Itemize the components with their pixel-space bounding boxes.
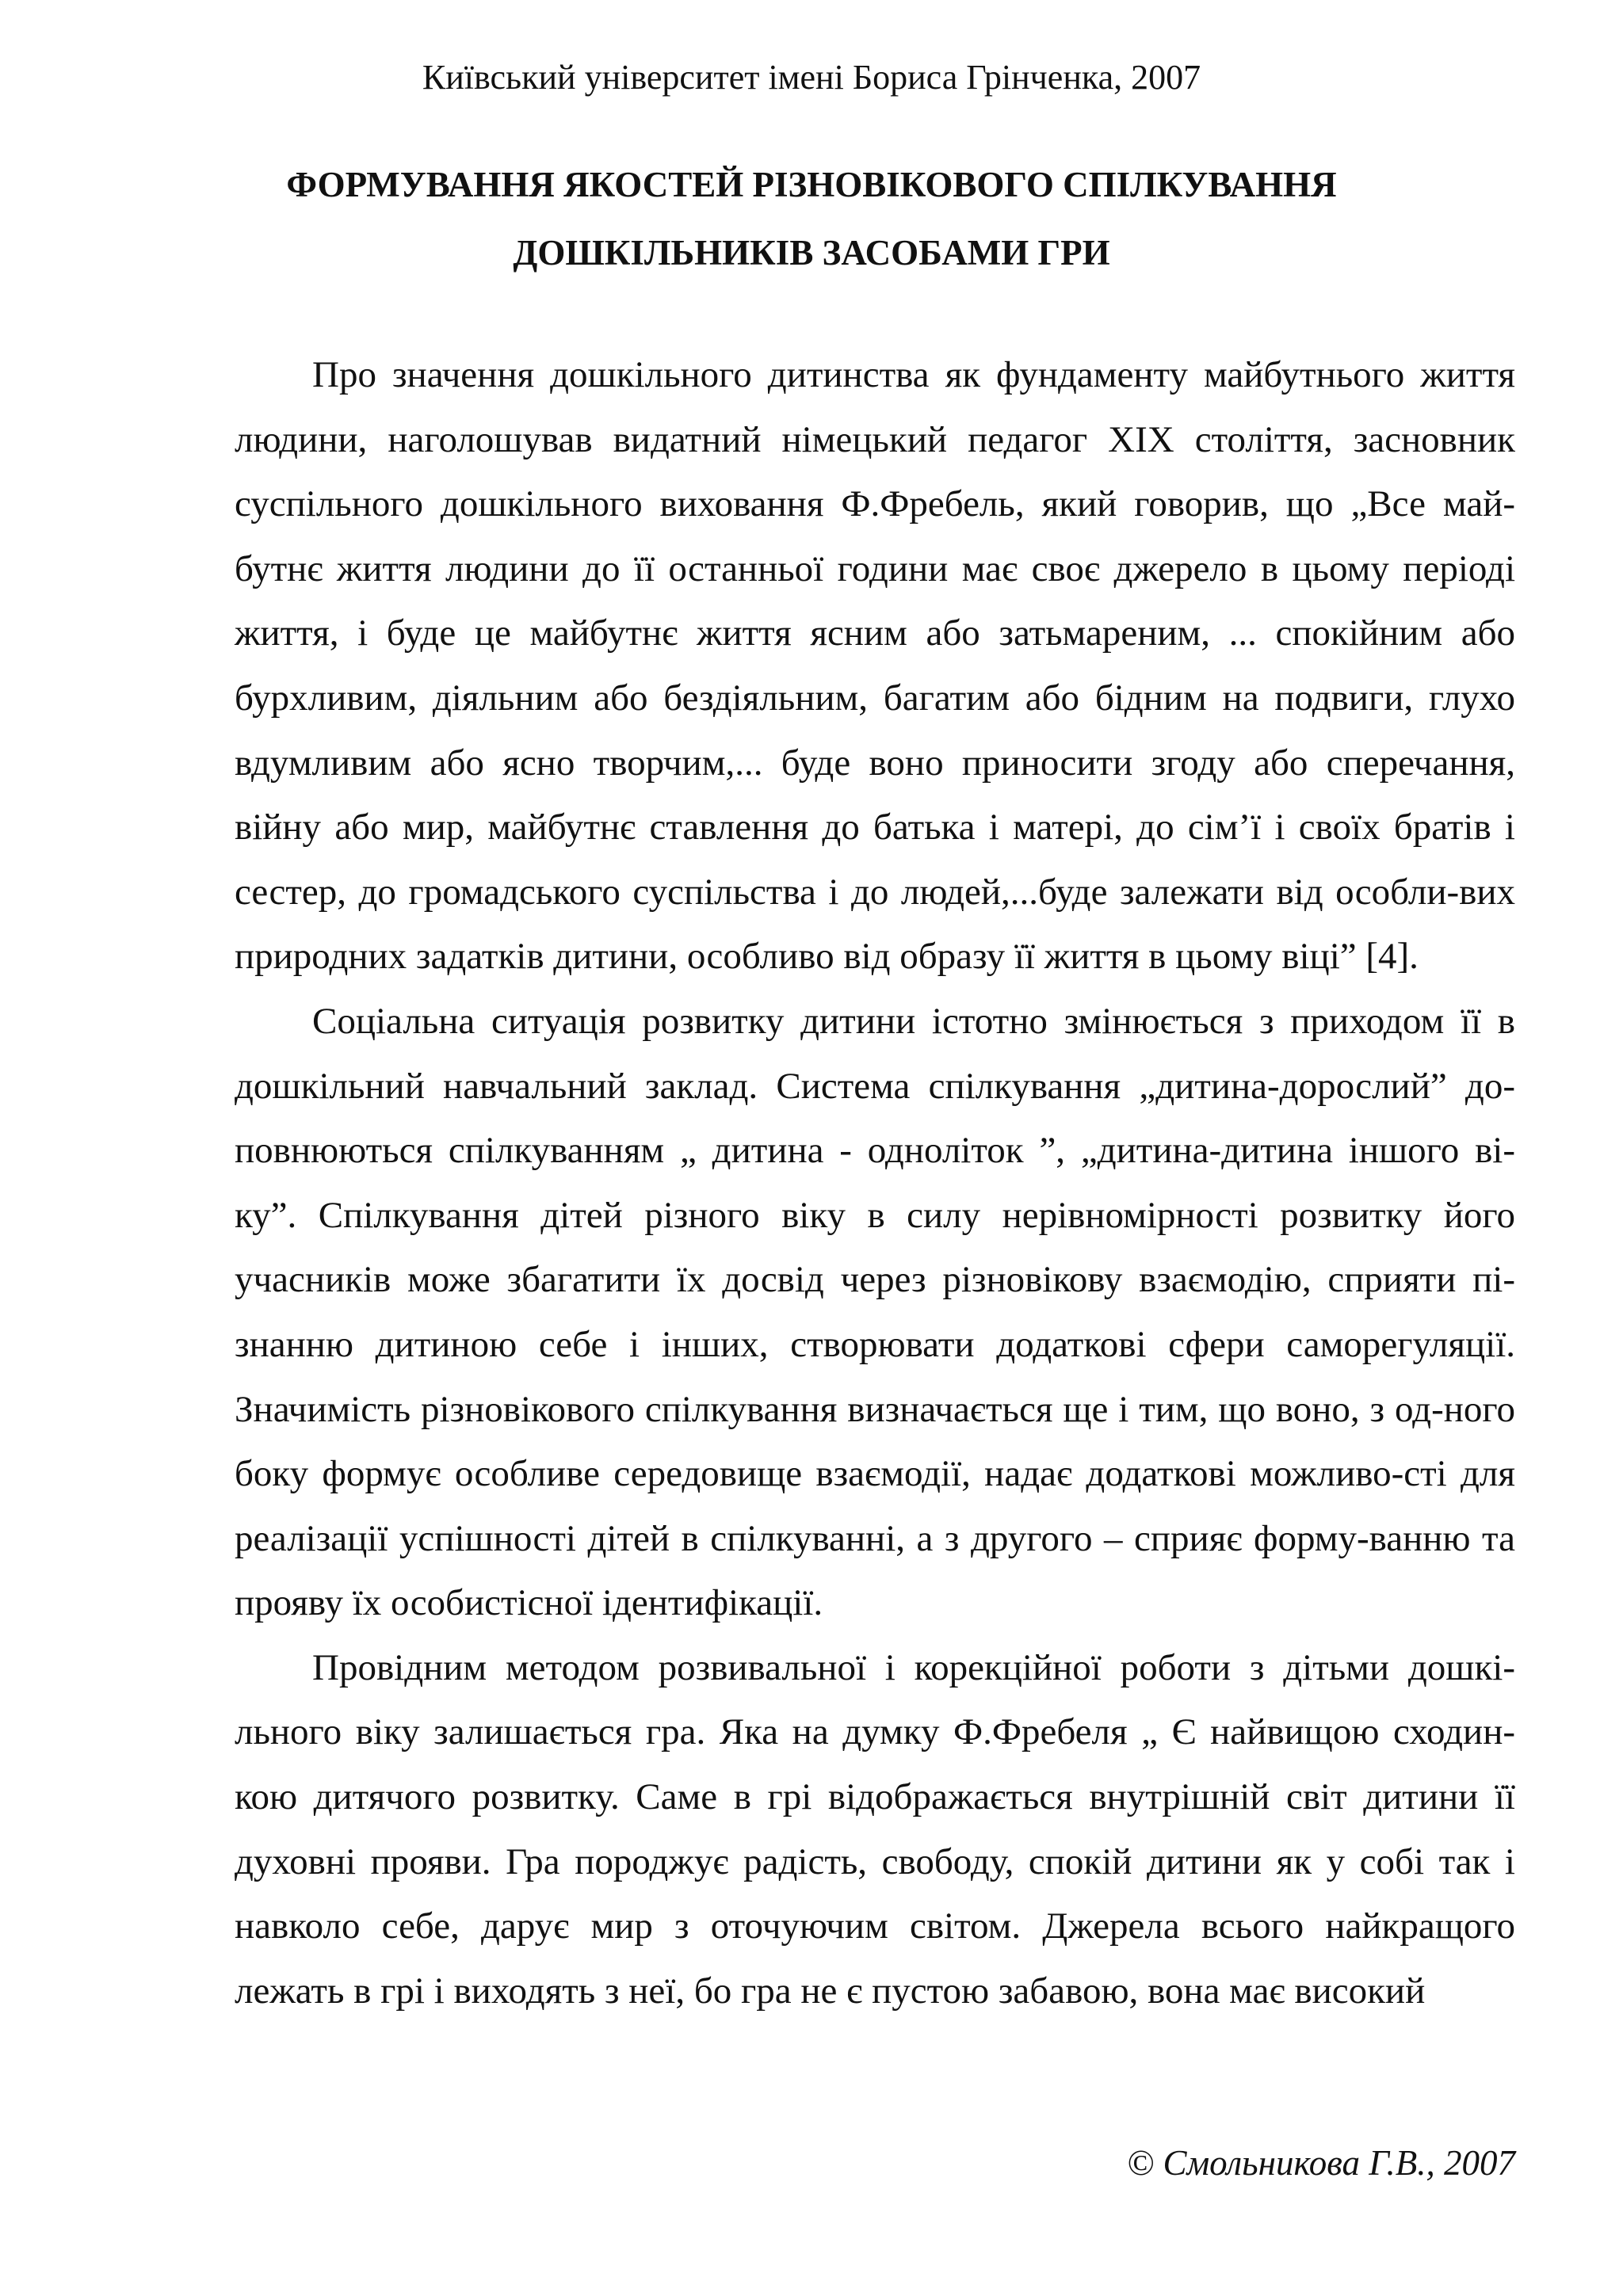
body-paragraph: Про значення дошкільного дитинства як фундаменту майбутнього життя людини, наголошував видатний німецький педагог XIX століття, засновник суспільного дошкільного виховання Ф.Фребель, який говорив, що „Все май-бутнє життя людини до її останньої години має своє джерело в цьому періоді життя, і буде це майбутнє життя ясним або затьмареним, ... спокійним або бурхливим, діяльним або бездіяльним, багатим або бідним на подвиги, глухо вдумливим або ясно творчим,... буде воно приносити згоду або сперечання, війну або мир, майбутнє ставлення до батька і матері, до сім’ї і своїх братів і сестер, до громадського суспільства і до людей,...буде залежати від особли-вих природних задатків дитини, особливо від образу її життя в цьому віці” [4]. — [235, 354, 1515, 978]
body-paragraph: Провідним методом розвивальної і корекційної роботи з дітьми дошкі-льного віку залишається гра. Яка на думку Ф.Фребеля „ Є найвищою сходин-кою дитячого розвитку. Саме в грі відображається внутрішній світ дитини її духовні прояви. Гра породжує радість, свободу, спокій дитини як у собі так і навколо себе, дарує мир з оточуючим світом. Джерела всього найкращого лежать в грі і виходять з неї, бо гра не є пустою забавою, вона має високий — [235, 1646, 1515, 2012]
article-body — [235, 343, 1515, 2023]
body-paragraph: Соціальна ситуація розвитку дитини істотно змінюється з приходом її в дошкільний навчальний заклад. Система спілкування „дитина-дорослий” до-повнюються спілкуванням „ дитина - одноліток ”, „дитина-дитина іншого ві-ку”. Спілкування дітей різного віку в силу нерівномірності розвитку його учасників може збагатити їх досвід через різновікову взаємодію, сприяти пі-знанню дитиною себе і інших, створювати додаткові сфери саморегуляції. Значимість різновікового спілкування визначається ще і тим, що воно, з од-ного боку формує особливе середовище взаємодії, надає додаткові можливо-сті для реалізації успішності дітей в спілкуванні, а з другого – сприяє форму-ванню та прояву їх особистісної ідентифікації. — [235, 1000, 1515, 1624]
copyright-footer: © Смольникова Г.В., 2007 — [1127, 2143, 1515, 2183]
article-title-line-1: ФОРМУВАННЯ ЯКОСТЕЙ РІЗНОВІКОВОГО СПІЛКУВАННЯ — [286, 165, 1337, 204]
running-header: Київський університет імені Бориса Грінченка, 2007 — [422, 58, 1201, 97]
article-title-line-2: ДОШКІЛЬНИКІВ ЗАСОБАМИ ГРИ — [513, 233, 1110, 273]
article-title — [238, 151, 1385, 287]
